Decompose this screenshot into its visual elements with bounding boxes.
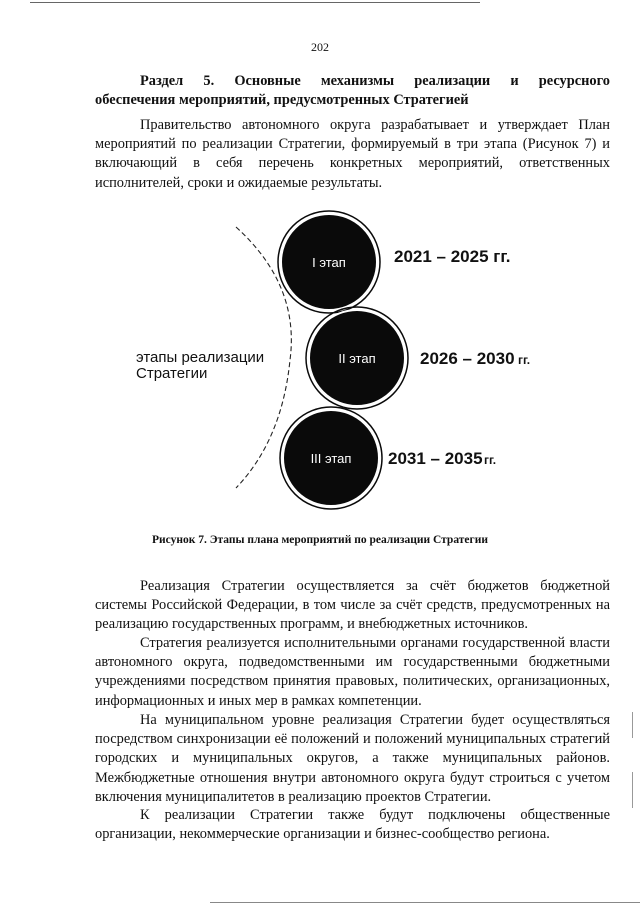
body-paragraph-1-text: Реализация Стратегии осуществляется за счёт бюджетов бюджетной системы Российской Федерации, в том числе за счёт средств, предусмотренных на реализацию государственных программ, и внебюджетных источников. bbox=[95, 578, 610, 633]
body-paragraph-2 bbox=[95, 634, 610, 711]
page-number: 202 bbox=[311, 40, 329, 54]
body-paragraph-3 bbox=[95, 711, 610, 807]
top-border-line bbox=[30, 2, 480, 3]
stage-1-years: 2021 – 2025 гг. bbox=[394, 247, 511, 266]
body-paragraph-4 bbox=[95, 806, 610, 844]
stage-1 bbox=[278, 211, 510, 313]
margin-mark bbox=[632, 772, 633, 808]
section-title bbox=[95, 72, 610, 110]
section-title-line-2: обеспечения мероприятий, предусмотренных Стратегией bbox=[95, 92, 469, 108]
section-title-line-1: Раздел 5. Основные механизмы реализации и ресурсного bbox=[140, 73, 610, 89]
body-paragraph-4-text: К реализации Стратегии также будут подключены общественные организации, некоммерческие организации и бизнес-сообщество региона. bbox=[95, 807, 610, 843]
stage-1-label: I этап bbox=[312, 255, 346, 270]
stage-3-years-suffix: гг. bbox=[484, 453, 497, 467]
intro-paragraph-text: Правительство автономного округа разрабатывает и утверждает План мероприятий по реализации Стратегии, формируемый в три этапа (Рисунок 7) и включающий в себя перечень конкретных мероприятий, ответственных исполнителей, сроки и ожидаемые результаты. bbox=[95, 117, 610, 191]
stage-2-years-suffix: гг. bbox=[518, 353, 531, 367]
stage-3-label: III этап bbox=[310, 451, 352, 466]
bottom-border-line bbox=[210, 902, 640, 903]
body-paragraph-3-text: На муниципальном уровне реализация Стратегии будет осуществляться посредством синхронизации её положений и положений муниципальных стратегий городских и муниципальных округов, а также муниципальных районов. Межбюджетные отношения внутри автономного округа будут строиться с учетом включения муниципалитетов в реализацию проектов Стратегии. bbox=[95, 712, 610, 805]
stage-2 bbox=[306, 307, 530, 409]
body-paragraph-2-text: Стратегия реализуется исполнительными органами государственной власти автономного округа, подведомственными им государственными бюджетными учреждениями посредством принятия правовых, политических, организационных, информационных и иных мер в рамках компетенции. bbox=[95, 635, 610, 709]
stages-diagram bbox=[0, 205, 640, 525]
stage-2-label: II этап bbox=[338, 351, 376, 366]
stages-figure bbox=[0, 205, 640, 525]
stage-3 bbox=[280, 407, 496, 509]
body-paragraph-1 bbox=[95, 577, 610, 635]
stage-2-years: 2026 – 2030 bbox=[420, 349, 515, 368]
intro-paragraph bbox=[95, 116, 610, 193]
margin-mark bbox=[632, 712, 633, 738]
side-label-line-1: этапы реализации bbox=[136, 349, 265, 366]
stage-3-years: 2031 – 2035 bbox=[388, 449, 483, 468]
side-label-line-2: Стратегии bbox=[136, 365, 208, 382]
figure-caption: Рисунок 7. Этапы плана мероприятий по реализации Стратегии bbox=[151, 534, 489, 546]
